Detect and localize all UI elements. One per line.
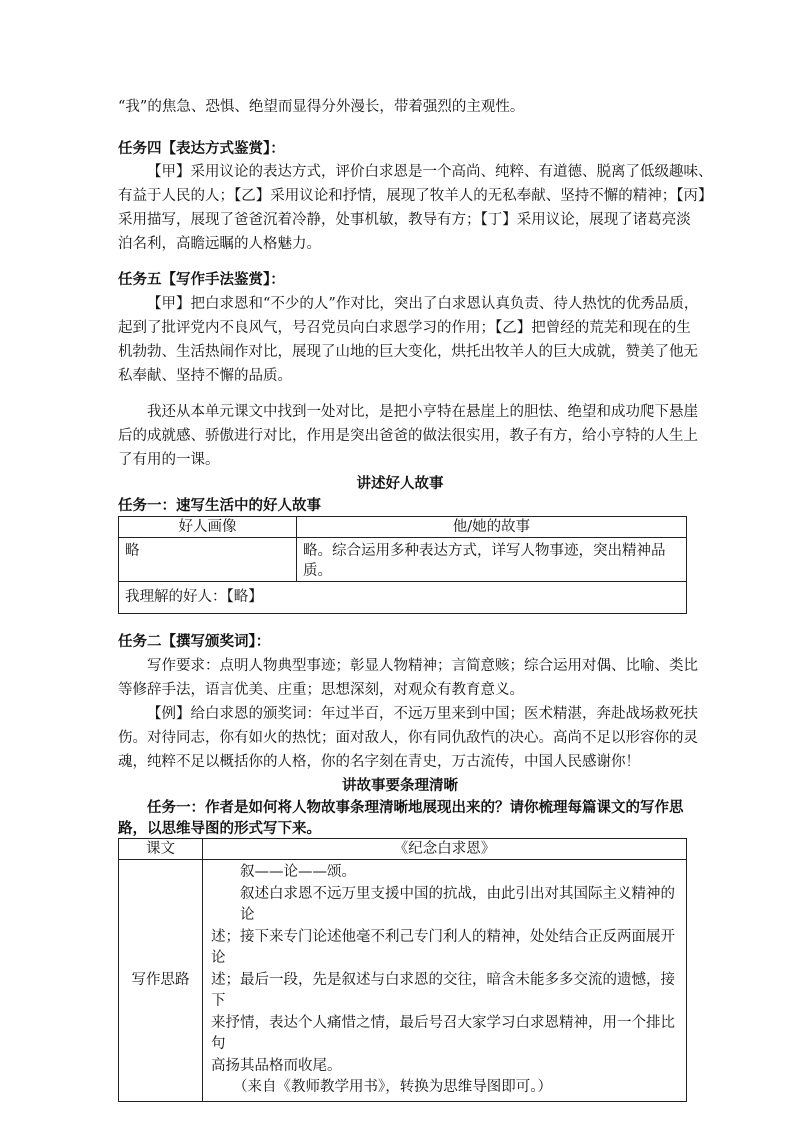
writing-idea-line-2: 叙述白求恩不远万里支援中国的抗战，由此引出对其国际主义精神的论 [240, 885, 675, 923]
table2-header-text: 课文 [119, 839, 203, 860]
table1-cell-story: 略。综合运用多种表达方式，详写人物事迹，突出精神品质。 [297, 538, 687, 582]
task2-line-4: 伤。对待同志，你有如火的热忱；面对敌人，你有同仇敌忾的决心。高尚不足以形容你的灵 [118, 730, 698, 746]
table1-footer: 我理解的好人：【略】 [119, 582, 687, 614]
task5-extra-line-3: 了有用的一课。 [118, 452, 220, 468]
section2-title: 讲故事要条理清晰 [342, 777, 458, 794]
table1-header-portrait: 好人画像 [119, 517, 297, 538]
section1-task1-heading: 任务一：速写生活中的好人故事 [118, 497, 321, 514]
table1-header-story: 他/她的故事 [297, 517, 687, 538]
task2-line-1: 写作要求：点明人物典型事迹；彰显人物精神；言简意赅；综合运用对偶、比喻、类比 [147, 658, 698, 674]
writing-idea-line-3: 述；接下来专门论述他毫不利己专门利人的精神，处处结合正反两面展开论 [211, 928, 675, 966]
task4-heading: 任务四【表达方式鉴赏】： [118, 140, 285, 157]
task5-line-4: 私奉献、坚持不懈的品质。 [118, 368, 292, 384]
task5-heading: 任务五【写作手法鉴赏】： [118, 271, 285, 288]
table1-cell-portrait: 略 [119, 538, 297, 582]
section1-title: 讲述好人故事 [356, 475, 444, 492]
task4-line-1: 【甲】采用议论的表达方式，评价白求恩是一个高尚、纯粹、有道德、脱离了低级趣味、 [147, 164, 713, 180]
task4-line-3: 采用描写，展现了爸爸沉着冷静，处事机敏，教导有方；【丁】采用议论，展现了诸葛亮淡 [118, 212, 691, 228]
task4-line-2: 有益于人民的人；【乙】采用议论和抒情，展现了牧羊人的无私奉献、坚持不懈的精神；【丙】 [118, 188, 713, 204]
task2-line-5: 魂，纯粹不足以概括你的人格，你的名字刻在青史，万古流传，中国人民感谢你！ [118, 754, 640, 770]
section1-task2-heading: 任务二【撰写颁奖词】： [118, 633, 271, 650]
section2-task1-line-2: 路，以思维导图的形式写下来。 [118, 820, 321, 837]
task4-line-4: 泊名利，高瞻远瞩的人格魅力。 [118, 236, 321, 252]
task5-line-3: 机勃勃、生活热闹作对比，展现了山地的巨大变化，烘托出牧羊人的巨大成就，赞美了他无 [118, 344, 698, 360]
writing-idea-line-7: （来自《教师教学用书》，转换为思维导图即可。） [233, 1079, 552, 1095]
writing-idea-line-6: 高扬其品格而收尾。 [211, 1057, 342, 1074]
writing-idea-line-1: 叙——论——颂。 [240, 864, 356, 880]
table2-row-content [203, 860, 687, 1102]
table2-row-label: 写作思路 [119, 860, 203, 1102]
writing-idea-table [118, 838, 687, 1102]
table2-header-title: 《纪念白求恩》 [203, 839, 687, 860]
writing-idea-line-5: 来抒情，表达个人痛惜之情，最后号召大家学习白求恩精神，用一个排比句 [211, 1014, 675, 1052]
task5-line-1: 【甲】把白求恩和“不少的人”作对比，突出了白求恩认真负责、待人热忱的优秀品质， [147, 296, 699, 312]
task5-extra-line-1: 我还从本单元课文中找到一处对比，是把小亨特在悬崖上的胆怯、绝望和成功爬下悬崖 [147, 404, 698, 420]
task2-line-3: 【例】给白求恩的颁奖词：年过半百，不远万里来到中国；医术精湛，奔赴战场救死扶 [147, 706, 698, 722]
task5-line-2: 起到了批评党内不良风气，号召党员向白求恩学习的作用；【乙】把曾经的荒芜和现在的生 [118, 320, 691, 336]
task5-extra-line-2: 后的成就感、骄傲进行对比，作用是突出爸爸的做法很实用，教子有方，给小亨特的人生上 [118, 428, 698, 444]
task2-line-2: 等修辞手法，语言优美、庄重；思想深刻，对观众有教育意义。 [118, 682, 524, 698]
section2-task1-line-1: 任务一：作者是如何将人物故事条理清晰地展现出来的？请你梳理每篇课文的写作思 [147, 799, 684, 816]
intro-tail-text: “我”的焦急、恐惧、绝望而显得分外漫长，带着强烈的主观性。 [118, 99, 525, 115]
writing-idea-line-4: 述；最后一段，先是叙述与白求恩的交往，暗含未能多多交流的遗憾，接下 [211, 971, 675, 1009]
good-person-table [118, 516, 687, 614]
